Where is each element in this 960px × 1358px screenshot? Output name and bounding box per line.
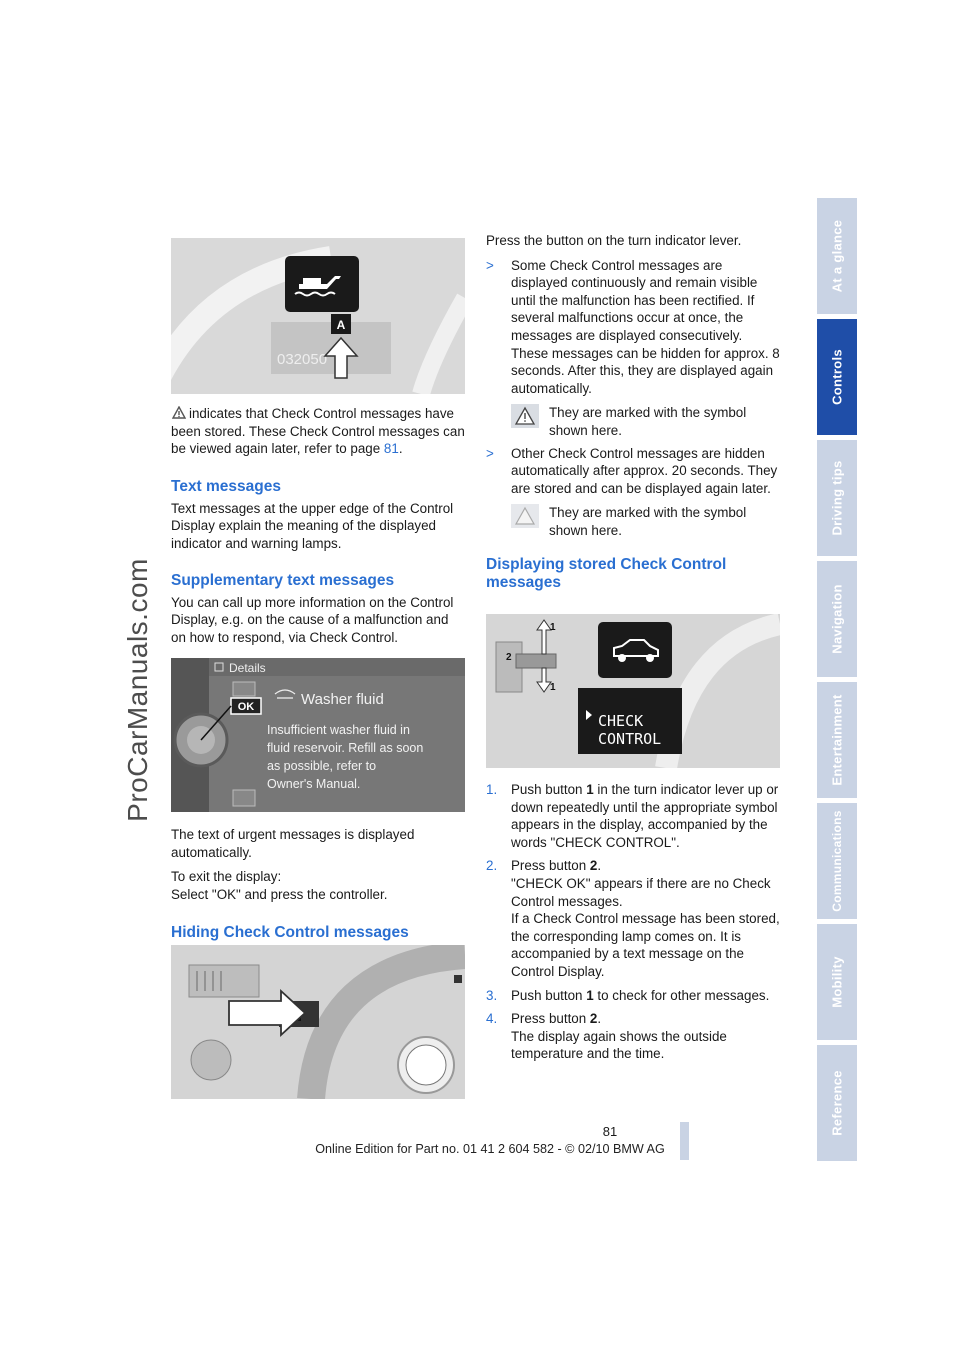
footer-bar xyxy=(680,1122,689,1160)
supplementary-paragraph: You can call up more information on the Control Display, e.g. on the cause of a malfunction and on how to respond, via Check Control. xyxy=(171,594,454,645)
watermark-text: ProCarManuals.com xyxy=(122,558,153,822)
tab-mobility[interactable]: Mobility xyxy=(817,924,857,1040)
check-control-illustration xyxy=(486,614,780,768)
bullet-hidden: > Other Check Control messages are hidden automatically after approx. 20 seconds. They are stored and can be displayed again later. xyxy=(486,445,778,496)
heading-text-messages: Text messages xyxy=(171,477,281,495)
svg-text:Washer fluid: Washer fluid xyxy=(301,691,384,708)
chapter-tabs xyxy=(817,198,857,1166)
left-column xyxy=(171,405,467,646)
urgent-paragraph: The text of urgent messages is displayed automatically. xyxy=(171,827,415,860)
step-4: 4. Press button 2. The display again shows the outside temperature and the time. xyxy=(486,1011,727,1062)
details-illustration xyxy=(171,658,465,812)
svg-text:Details: Details xyxy=(229,661,266,675)
info-triangle-icon xyxy=(511,504,539,528)
svg-text:032050: 032050 xyxy=(277,351,328,368)
warning-triangle-icon xyxy=(172,406,186,419)
steering-illustration xyxy=(171,945,465,1099)
svg-text:CHECK: CHECK xyxy=(598,712,644,730)
left-column-lower xyxy=(171,826,467,942)
oil-warning-illustration xyxy=(171,238,465,394)
svg-text:fluid reservoir. Refill as soo: fluid reservoir. Refill as soon xyxy=(267,741,424,755)
svg-text:1: 1 xyxy=(550,622,556,633)
svg-text:as possible, refer to: as possible, refer to xyxy=(267,759,377,773)
heading-supplementary: Supplementary text messages xyxy=(171,571,395,589)
svg-text:A: A xyxy=(336,318,346,332)
exit-line-1: To exit the display: xyxy=(171,869,282,885)
watermark xyxy=(118,560,158,820)
tab-communications[interactable]: Communications xyxy=(817,803,857,919)
heading-displaying: Displaying stored Check Control messages xyxy=(486,555,727,591)
press-paragraph: Press the button on the turn indicator lever. xyxy=(486,233,742,248)
page-number: 81 xyxy=(602,1124,618,1139)
svg-text:1: 1 xyxy=(550,682,556,693)
exit-line-2: Select "OK" and press the controller. xyxy=(171,886,388,902)
steering-figure xyxy=(171,945,465,1099)
heading-hiding: Hiding Check Control messages xyxy=(171,924,409,942)
tab-reference[interactable]: Reference xyxy=(817,1045,857,1161)
check-control-figure xyxy=(486,614,780,768)
text-messages-paragraph: Text messages at the upper edge of the Control Display explain the meaning of the displayed indicator and warning lamps. xyxy=(171,500,454,551)
warning-triangle-icon xyxy=(511,404,539,428)
steps-list xyxy=(486,781,782,1063)
symbol-row-1: They are marked with the symbol shown here. xyxy=(511,404,782,439)
symbol-row-2: They are marked with the symbol shown here. xyxy=(511,504,782,539)
step-3: 3. Push button 1 to check for other messages. xyxy=(486,987,770,1003)
tab-entertainment[interactable]: Entertainment xyxy=(817,682,857,798)
svg-text:2: 2 xyxy=(506,652,512,663)
tab-driving-tips[interactable]: Driving tips xyxy=(817,440,857,556)
svg-text:Owner's Manual.: Owner's Manual. xyxy=(267,777,361,791)
step-2: 2. Press button 2. "CHECK OK" appears if there are no Check Control messages. If a Check Control message has been stored, the corresponding lamp comes on. It is accompanied by a text message on the Control Display. xyxy=(486,858,780,979)
tab-at-a-glance[interactable]: At a glance xyxy=(817,198,857,314)
svg-text:Insufficient washer fluid in: Insufficient washer fluid in xyxy=(267,723,410,737)
tab-navigation[interactable]: Navigation xyxy=(817,561,857,677)
svg-text:CONTROL: CONTROL xyxy=(598,730,662,748)
page-link[interactable]: 81 xyxy=(383,441,399,457)
svg-text:OK: OK xyxy=(237,701,255,713)
tab-controls[interactable]: Controls xyxy=(817,319,857,435)
edition-line: Online Edition for Part no. 01 41 2 604 582 - © 02/10 BMW AG xyxy=(315,1142,665,1156)
step-1: 1. Push button 1 in the turn indicator lever up or down repeatedly until the appropriate symbol appears in the display, accompanied by the words "CHECK CONTROL". xyxy=(486,782,779,850)
right-column xyxy=(486,232,782,592)
bullet-continuous: > Some Check Control messages are displayed continuously and remain visible until the malfunction has been rectified. If several malfunctions occur at once, the messages are displayed consecutively. These messages can be hidden for approx. 8 seconds. After this, they are displayed again automatically. xyxy=(486,257,780,396)
details-figure xyxy=(171,658,465,812)
oil-warning-figure xyxy=(171,238,465,394)
warning-paragraph: indicates that Check Control messages have been stored. These Check Control messages can be viewed again later, refer to page 81. xyxy=(171,406,465,457)
